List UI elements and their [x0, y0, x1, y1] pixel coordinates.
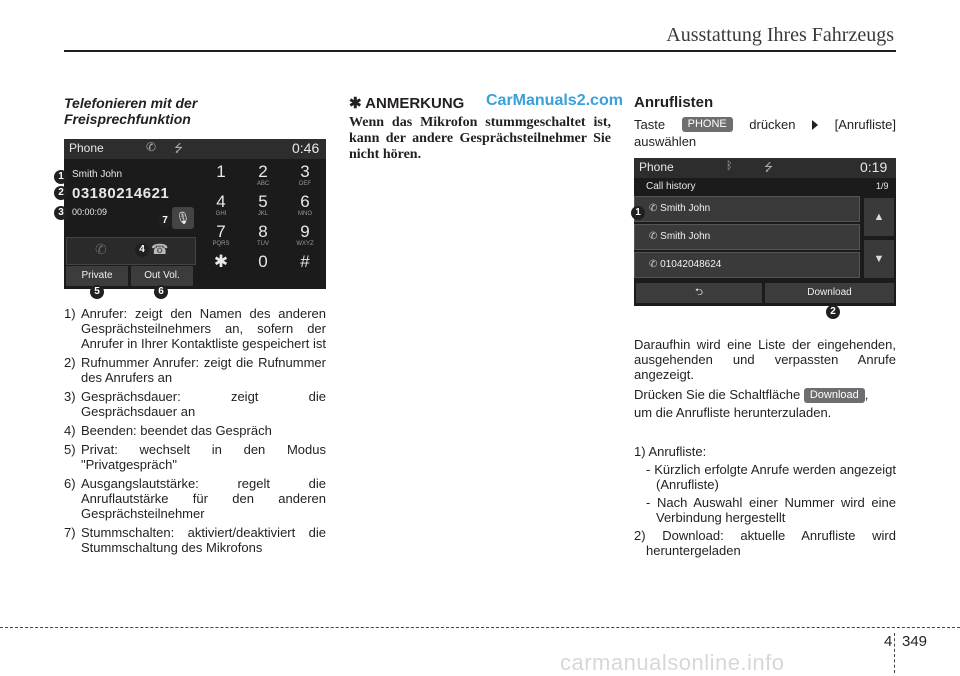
callout-6: 6 — [154, 285, 168, 299]
list-item-text: Ausgangslautstärke: regelt die Anruflautstärke für den anderen Gesprächsteilnehmer — [81, 476, 326, 521]
note-title: ✱ ANMERKUNG — [349, 95, 465, 112]
dial-key[interactable] — [284, 193, 326, 218]
list-item — [64, 525, 326, 555]
dial-key[interactable] — [242, 193, 284, 218]
dial-key-digit: 6 — [300, 192, 310, 211]
running-header: Ausstattung Ihres Fahrzeugs — [666, 24, 894, 46]
list-item-number: 2) — [64, 355, 76, 370]
usb-icon: ⭍ — [174, 143, 184, 155]
callout-2: 2 — [826, 305, 840, 319]
list-item-number: 1) — [64, 306, 76, 321]
dial-key[interactable] — [284, 223, 326, 248]
dial-key-digit: 5 — [258, 192, 268, 211]
caller-number: 03180214621 — [72, 185, 170, 202]
footer-rule — [0, 627, 960, 628]
scroll-up-button[interactable]: ▲ — [864, 198, 894, 236]
call-list-subitem: - Kürzlich erfolgte Anrufe werden angezeigt (Anrufliste) — [646, 462, 896, 492]
dial-key-letters: PQRS — [212, 241, 230, 247]
dial-key[interactable] — [242, 253, 284, 271]
callout-2: 2 — [54, 186, 68, 200]
call-type-icon: ✆ — [649, 203, 661, 214]
list-item — [64, 423, 326, 438]
callout-1: 1 — [54, 170, 68, 184]
dial-key-letters: DEF — [299, 181, 311, 187]
callout-3: 3 — [54, 206, 68, 220]
dial-key-digit: 2 — [258, 162, 268, 181]
callout-4: 4 — [135, 243, 149, 257]
screen-title: Phone — [639, 160, 674, 174]
dial-key-digit: 4 — [216, 192, 226, 211]
dial-key[interactable] — [242, 163, 284, 188]
list-item-number: 3) — [64, 389, 76, 404]
call-history-list — [634, 196, 860, 280]
list-item — [64, 306, 326, 351]
call-history-entry: Smith John — [660, 203, 711, 214]
brand-logo: CarManuals2.com — [486, 92, 623, 109]
callout-5: 5 — [90, 285, 104, 299]
call-type-icon: ✆ — [649, 231, 661, 242]
list-item-number: 6) — [64, 476, 76, 491]
caller-name: Smith John — [72, 169, 123, 180]
dial-key-letters: GHI — [215, 211, 227, 217]
end-call-area — [66, 237, 196, 265]
list-item — [64, 476, 326, 521]
phone-key-label: PHONE — [682, 117, 733, 132]
phone-call-screen — [64, 139, 326, 289]
back-button[interactable]: ⮌ — [636, 283, 762, 303]
callout-legend-list — [64, 306, 326, 559]
dial-key[interactable] — [242, 223, 284, 248]
dial-key-letters: TUV — [257, 241, 269, 247]
answer-icon: ✆ — [95, 241, 107, 257]
dial-key[interactable] — [284, 253, 326, 271]
call-history-label: Call history — [646, 181, 696, 192]
list-item-number: 5) — [64, 442, 76, 457]
download-instruction — [634, 387, 896, 420]
dial-key[interactable] — [200, 163, 242, 181]
dial-key[interactable] — [200, 253, 242, 271]
call-type-icon: ✆ — [649, 259, 661, 270]
page-indicator: 1/9 — [876, 181, 889, 191]
dial-key-digit: ✱ — [213, 252, 229, 271]
download-text-a: Drücken Sie die Schaltfläche — [634, 387, 801, 402]
call-history-entry: Smith John — [660, 231, 711, 242]
screen-time: 0:19 — [860, 159, 888, 175]
list-item-text: Privat: wechselt in den Modus "Privatgespräch" — [81, 442, 326, 472]
note-body: Wenn das Mikrofon stummgeschaltet ist, kann der andere Gesprächsteilnehmer Sie nicht hören. — [349, 115, 611, 162]
section-title-call-lists: Anruflisten — [634, 94, 714, 111]
step-text-d: auswählen — [634, 134, 697, 149]
list-item-text: Gesprächsdauer: zeigt die Gesprächsdauer an — [81, 389, 326, 419]
right-legend — [634, 444, 896, 558]
watermark: carmanualsonline.info — [560, 650, 785, 675]
usb-icon: ⭍ — [764, 162, 774, 174]
call-duration: 00:00:09 — [72, 207, 108, 217]
list-item-text: Stummschalten: aktiviert/deaktiviert die Stummschaltung des Mikrofons — [81, 525, 326, 555]
list-item-text: Anrufer: zeigt den Namen des anderen Gesprächsteilnehmers an, sofern der Anrufer in Ihrer Kontaktliste gespeichert ist — [81, 306, 326, 351]
mute-icon[interactable]: 🎙 — [172, 207, 194, 229]
header-rule — [64, 50, 896, 52]
dial-key-letters: MNO — [298, 211, 312, 217]
list-item — [64, 389, 326, 419]
dial-key-digit: 8 — [258, 222, 268, 241]
instruction-step — [634, 117, 896, 149]
dial-key-digit: 1 — [216, 162, 226, 181]
dial-key-letters: JKL — [257, 211, 269, 217]
dial-key-digit: 7 — [216, 222, 226, 241]
list-item — [64, 355, 326, 385]
call-history-row[interactable] — [634, 252, 860, 278]
call-history-row[interactable] — [634, 196, 860, 222]
call-history-entry: 01042048624 — [660, 259, 722, 270]
list-item-number: 7) — [64, 525, 76, 540]
dial-key[interactable] — [200, 193, 242, 218]
footer-separator — [894, 633, 895, 673]
dial-key-digit: 9 — [300, 222, 310, 241]
call-icon: ✆ — [146, 140, 157, 154]
download-text-b: , — [864, 387, 869, 402]
list-item-text: Rufnummer Anrufer: zeigt die Rufnummer des Anrufers an — [81, 355, 326, 385]
callout-1: 1 — [631, 206, 645, 220]
call-time: 0:46 — [292, 140, 320, 156]
dial-key-letters: ABC — [256, 181, 270, 187]
step-text-b: drücken — [749, 117, 796, 132]
step-text-a: Taste — [634, 117, 666, 132]
screen-title: Phone — [69, 141, 104, 155]
legend-call-list: 1) Anrufliste: — [634, 444, 707, 459]
call-list-subitems — [634, 462, 896, 525]
callout-7: 7 — [158, 214, 172, 228]
list-description: Daraufhin wird eine Liste der eingehenden, ausgehenden und verpassten Anrufe angezeigt. — [634, 337, 896, 382]
dial-key-digit: # — [300, 252, 310, 271]
legend-download: 2) Download: aktuelle Anrufliste wird heruntergeladen — [634, 528, 896, 558]
scroll-down-button[interactable]: ▼ — [864, 240, 894, 278]
dial-key-letters: WXYZ — [296, 241, 314, 247]
dial-key-digit: 3 — [300, 162, 310, 181]
step-text-c: [Anrufliste] — [834, 117, 896, 132]
page-number: 349 — [902, 633, 928, 650]
arrow-right-icon — [812, 120, 818, 130]
private-button[interactable]: Private — [66, 266, 128, 286]
download-button[interactable]: Download — [765, 283, 894, 303]
bluetooth-icon: ᛒ — [726, 160, 733, 172]
list-item-number: 4) — [64, 423, 76, 438]
end-call-icon[interactable]: ☎ — [151, 241, 169, 257]
call-history-row[interactable] — [634, 224, 860, 250]
out-volume-button[interactable]: Out Vol. — [131, 266, 193, 286]
dial-key[interactable] — [284, 163, 326, 188]
call-list-subitem: - Nach Auswahl einer Nummer wird eine Verbindung hergestellt — [646, 495, 896, 525]
call-history-screen — [634, 158, 896, 306]
chapter-number: 4 — [884, 633, 893, 650]
dial-key-digit: 0 — [258, 252, 268, 271]
list-item — [64, 442, 326, 472]
section-title-handsfree: Telefonieren mit der Freisprechfunktion — [64, 95, 198, 127]
download-text-c: um die Anrufliste herunterzuladen. — [634, 405, 832, 421]
dial-key[interactable] — [200, 223, 242, 248]
download-key-label: Download — [804, 388, 865, 403]
list-item-text: Beenden: beendet das Gespräch — [81, 423, 272, 438]
